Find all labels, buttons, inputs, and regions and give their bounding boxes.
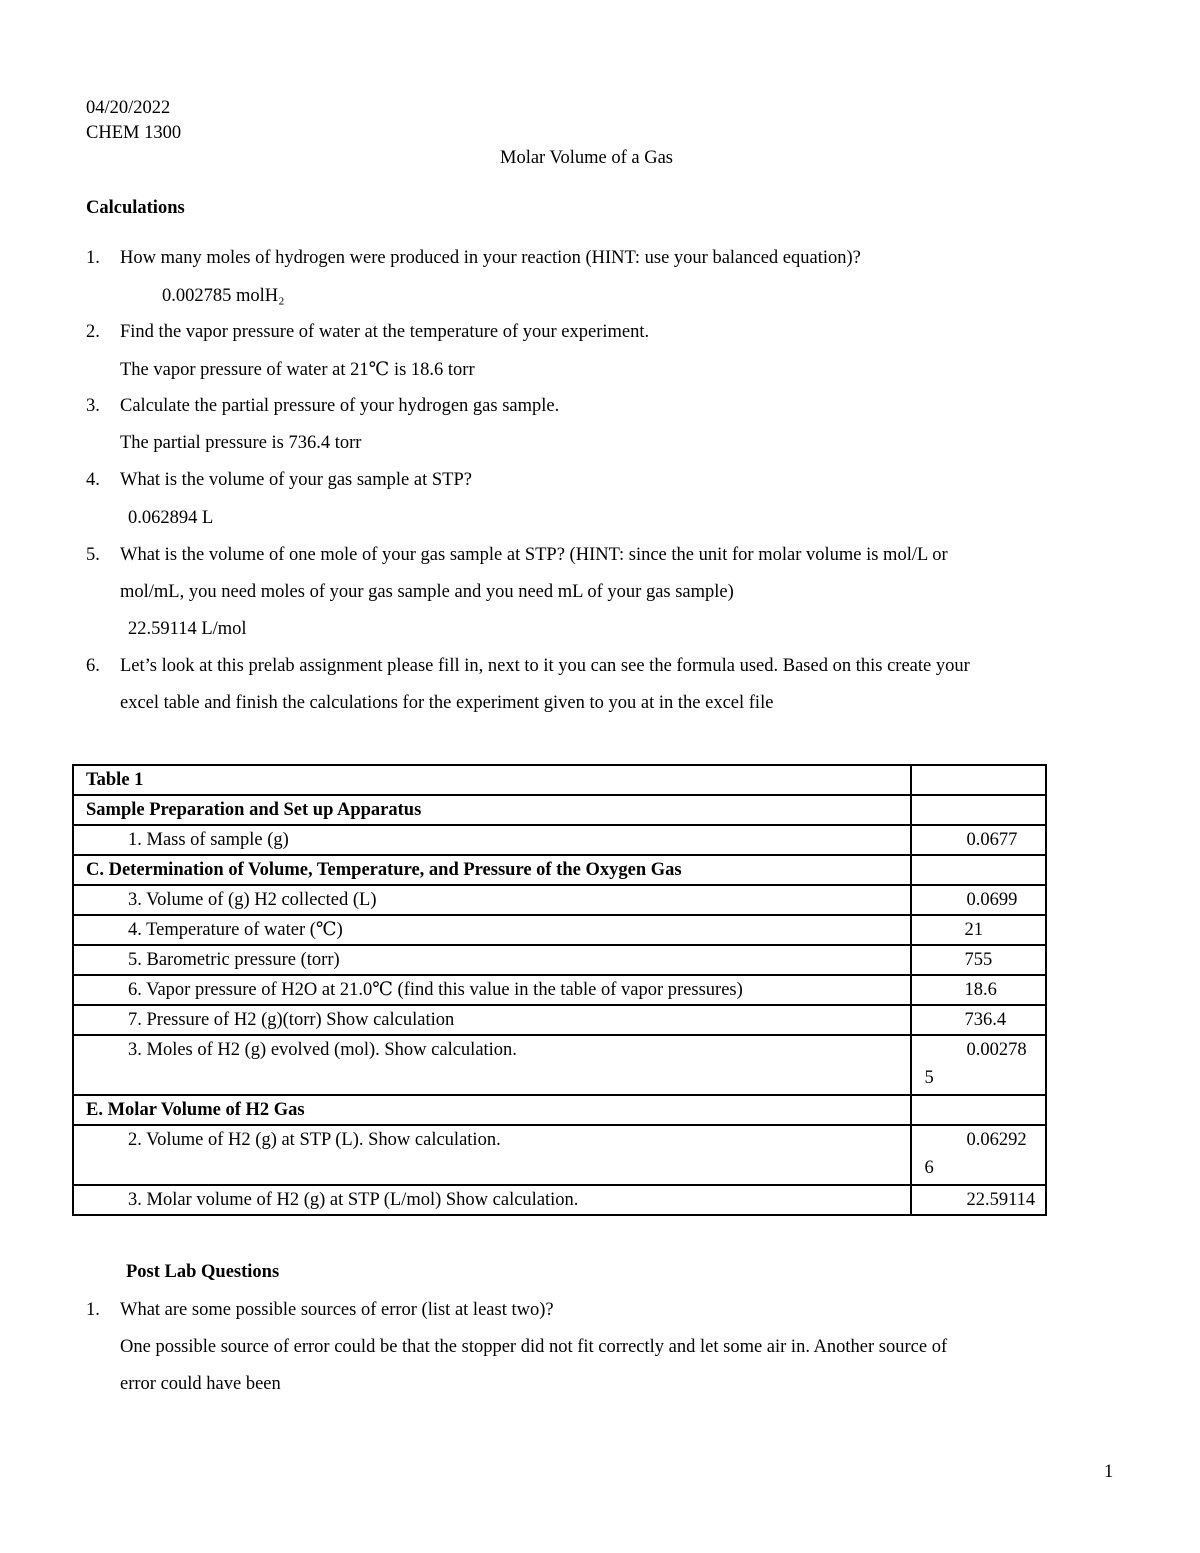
row-label: 4. Temperature of water (℃) xyxy=(73,915,911,945)
data-table xyxy=(72,764,1047,1216)
table-row xyxy=(73,885,1046,915)
section-header: E. Molar Volume of H2 Gas xyxy=(73,1095,911,1125)
section-header: Sample Preparation and Set up Apparatus xyxy=(73,795,911,825)
question-text: What are some possible sources of error (list at least two)? xyxy=(120,1300,554,1320)
row-value: 0.0699 xyxy=(966,890,1018,910)
answer-text: 0.062894 L xyxy=(128,508,214,528)
question-number: 6. xyxy=(86,656,100,676)
table-title: Table 1 xyxy=(73,765,911,795)
post-lab-heading: Post Lab Questions xyxy=(126,1262,280,1282)
table-row xyxy=(73,1185,1046,1215)
answer-text: The vapor pressure of water at 21℃ is 18.6 torr xyxy=(120,360,475,380)
answer-text: 22.59114 L/mol xyxy=(128,619,247,639)
row-label: 3. Moles of H2 (g) evolved (mol). Show calculation. xyxy=(73,1035,911,1095)
row-value-wrap-top: 0.06292 xyxy=(966,1130,1027,1150)
question-text-line1: What is the volume of one mole of your gas sample at STP? (HINT: since the unit for molar volume is mol/L or xyxy=(120,545,948,565)
table-row xyxy=(73,975,1046,1005)
question-text: Find the vapor pressure of water at the temperature of your experiment. xyxy=(120,322,650,342)
row-value: 0.0677 xyxy=(966,830,1018,850)
table-row xyxy=(73,915,1046,945)
question-number: 5. xyxy=(86,545,100,565)
date: 04/20/2022 xyxy=(86,98,171,118)
answer-text-line1: One possible source of error could be that the stopper did not fit correctly and let some air in. Another source of xyxy=(120,1337,948,1357)
table-row xyxy=(73,1035,1046,1095)
table-row xyxy=(73,1005,1046,1035)
question-number: 1. xyxy=(86,248,100,268)
row-label: 5. Barometric pressure (torr) xyxy=(73,945,911,975)
row-value: 755 xyxy=(964,950,993,970)
row-value-wrap-top: 0.00278 xyxy=(966,1040,1027,1060)
table-cell-empty xyxy=(911,855,1046,885)
row-label: 2. Volume of H2 (g) at STP (L). Show calculation. xyxy=(73,1125,911,1185)
row-value-wrap-bottom: 6 xyxy=(924,1158,934,1178)
row-label: 6. Vapor pressure of H2O at 21.0℃ (find this value in the table of vapor pressures) xyxy=(73,975,911,1005)
table-row xyxy=(73,795,1046,825)
question-number: 1. xyxy=(86,1300,100,1320)
question-text-line2: excel table and finish the calculations for the experiment given to you at in the excel file xyxy=(120,693,774,713)
table-row xyxy=(73,1125,1046,1185)
row-label: 1. Mass of sample (g) xyxy=(73,825,911,855)
row-value: 18.6 xyxy=(964,980,997,1000)
question-number: 4. xyxy=(86,470,100,490)
table-row xyxy=(73,1095,1046,1125)
row-label: 7. Pressure of H2 (g)(torr) Show calculation xyxy=(73,1005,911,1035)
question-text-line2: mol/mL, you need moles of your gas sample and you need mL of your gas sample) xyxy=(120,582,734,602)
document-title: Molar Volume of a Gas xyxy=(500,148,673,168)
table-row xyxy=(73,825,1046,855)
table-row xyxy=(73,945,1046,975)
question-number: 3. xyxy=(86,396,100,416)
row-label: 3. Molar volume of H2 (g) at STP (L/mol) Show calculation. xyxy=(73,1185,911,1215)
calculations-heading: Calculations xyxy=(86,198,185,218)
page-number: 1 xyxy=(1104,1462,1114,1482)
course-code: CHEM 1300 xyxy=(86,123,182,143)
answer-text: The partial pressure is 736.4 torr xyxy=(120,433,362,453)
question-text: Calculate the partial pressure of your hydrogen gas sample. xyxy=(120,396,560,416)
question-text-line1: Let’s look at this prelab assignment please fill in, next to it you can see the formula used. Based on this create your xyxy=(120,656,970,676)
row-value: 22.59114 xyxy=(966,1190,1036,1210)
table-row xyxy=(73,855,1046,885)
row-value: 21 xyxy=(964,920,983,940)
question-number: 2. xyxy=(86,322,100,342)
row-value: 736.4 xyxy=(964,1010,1007,1030)
row-value-wrap-bottom: 5 xyxy=(924,1068,934,1088)
answer-text: 0.002785 molH₂ xyxy=(162,286,285,306)
table-cell-empty xyxy=(911,1095,1046,1125)
answer-text-line2: error could have been xyxy=(120,1374,281,1394)
question-text: What is the volume of your gas sample at STP? xyxy=(120,470,472,490)
table-row xyxy=(73,765,1046,795)
row-label: 3. Volume of (g) H2 collected (L) xyxy=(73,885,911,915)
table-cell-empty xyxy=(911,795,1046,825)
section-header: C. Determination of Volume, Temperature, and Pressure of the Oxygen Gas xyxy=(73,855,911,885)
table-cell-empty xyxy=(911,765,1046,795)
question-text: How many moles of hydrogen were produced in your reaction (HINT: use your balanced equation)? xyxy=(120,248,861,268)
